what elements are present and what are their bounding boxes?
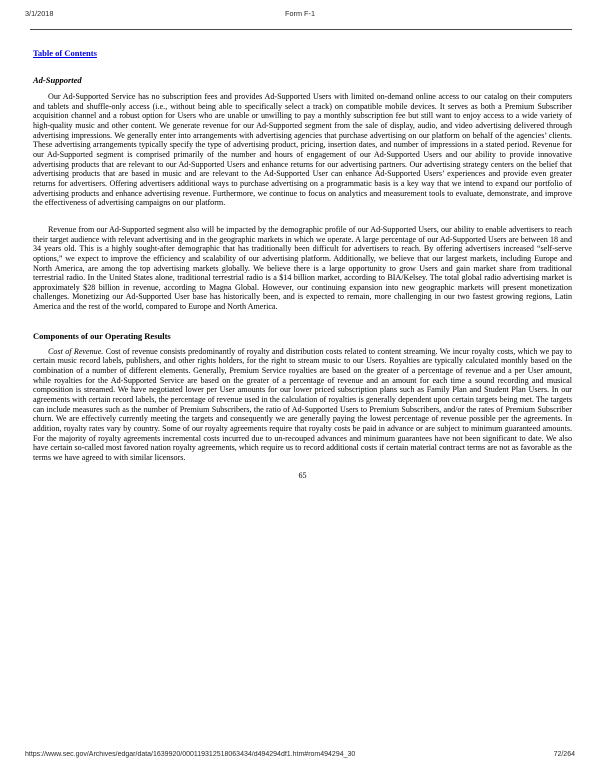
print-footer-url: https://www.sec.gov/Archives/edgar/data/1639920/000119312518063434/d494294df1.htm#rom494294_30 [25,751,356,758]
cost-of-revenue-lead: Cost of Revenue. [48,346,104,356]
paragraph-cost-of-revenue [33,347,572,463]
header-divider [30,29,572,30]
table-of-contents-link[interactable]: Table of Contents [33,48,97,58]
cost-of-revenue-body: Cost of revenue consists predominantly of royalty and distribution costs related to content streaming. We incur royalty costs, which we pay to certain music record labels, publishers, and other rights holders, for the right to stream music to our Users. Royalties are typically calculated monthly based on the combination of a number of different elements. Generally, Premium Service royalties are based on the greater of a percentage of revenue and a per User amount, while royalties for the Ad-Supported Service are based on the greater of a percentage of revenue and an amount for each time a sound recording and musical composition is streamed. We have negotiated lower per User amounts for our lower priced subscription plans such as Family Plan and Student Plan Users. In our agreements with certain record labels, the percentage of revenue used in the calculation of royalties is generally dependent upon certain targets being met. The targets can include measures such as the number of Premium Subscribers, the ratio of Ad-Supported Users to Premium Subscribers, and/or the rates of Premium Subscriber churn. We are effectively currently meeting the targets and consequently we are generally paying the lowest percentage of revenue possible per the agreements. In addition, royalty rates vary by country. Some of our royalty agreements require that royalty costs be paid in advance or are subject to minimum guaranteed amounts. For the majority of royalty agreements incremental costs incurred due to un-recouped advances and minimum guarantees have not been significant to date. We also have certain so-called most favored nation royalty agreements, which require us to record additional costs if certain material contract terms are not as favorable as the terms we have agreed to with similar licensors. [33,346,572,462]
paragraph-ad-supported-1: Our Ad-Supported Service has no subscription fees and provides Ad-Supported Users with limited on-demand online access to our catalog on their computers and tablets and shuffle-only access (i.e., without being able to specifically select a track) on compatible mobile devices. It serves as both a Premium Subscriber acquisition channel and a robust option for Users who are unable or unwilling to pay a monthly subscription fee but still want to enjoy access to a wide variety of high-quality music and other content. We generate revenue for our Ad-Supported segment from the sale of display, audio, and video advertising delivered through advertising impressions. We generally enter into arrangements with advertising agencies that purchase advertising on our platform on behalf of the agencies’ clients. These advertising arrangements typically specify the type of advertising product, pricing, insertion dates, and number of impressions in a stated period. Revenue for our Ad-Supported segment is comprised primarily of the number and hours of engagement of our Ad-Supported Users and our ability to provide innovative advertising products that are relevant to our Ad-Supported Users and enhance returns for our advertising partners. Our advertising strategy centers on the belief that advertising products that are based in music and are relevant to the Ad-Supported User can enhance Ad-Supported Users’ experiences and provide even greater returns for advertisers. Offering advertisers additional ways to purchase advertising on a programmatic basis is a key way that we intend to expand our portfolio of advertising products and enhance advertising revenue. Furthermore, we continue to focus on analytics and measurement tools to evaluate, demonstrate, and improve the effectiveness of advertising campaigns on our platform. [33,92,572,208]
print-header-title: Form F-1 [285,9,315,18]
print-footer-page-indicator: 72/264 [553,751,575,758]
subheading-components-operating-results: Components of our Operating Results [33,330,171,341]
document-content [33,43,572,480]
print-header [25,9,575,20]
document-page-number: 65 [298,470,307,480]
paragraph-ad-supported-2: Revenue from our Ad-Supported segment also will be impacted by the demographic profile of our Ad-Supported Users, our ability to enable advertisers to reach their target audience with relevant advertising and in the geographic markets in which we operate. A large percentage of our Ad-Supported Users are between 18 and 34 years old. This is a highly sought-after demographic that has traditionally been difficult for advertisers to reach. By offering advertisers increased “self-serve options,” we expect to improve the efficiency and scalability of our advertising platform. Additionally, we believe that our largest markets, including Europe and North America, are among the top advertising markets globally. We believe there is a large opportunity to grow Users and gain market share from traditional terrestrial radio. In the United States alone, traditional terrestrial radio is a $14 billion market, according to BIA/Kelsey. The total global radio advertising market is approximately $28 billion in revenue, according to Magna Global. However, our continuing expansion into new geographic markets will present monetization challenges. Monetizing our Ad-Supported User base has historically been, and is expected to remain, more challenging in our two fastest growing regions, Latin America and the rest of the world, compared to Europe and North America. [33,224,572,312]
print-header-date: 3/1/2018 [25,9,54,18]
section-heading-ad-supported: Ad-Supported [33,75,82,85]
print-footer [25,751,575,758]
